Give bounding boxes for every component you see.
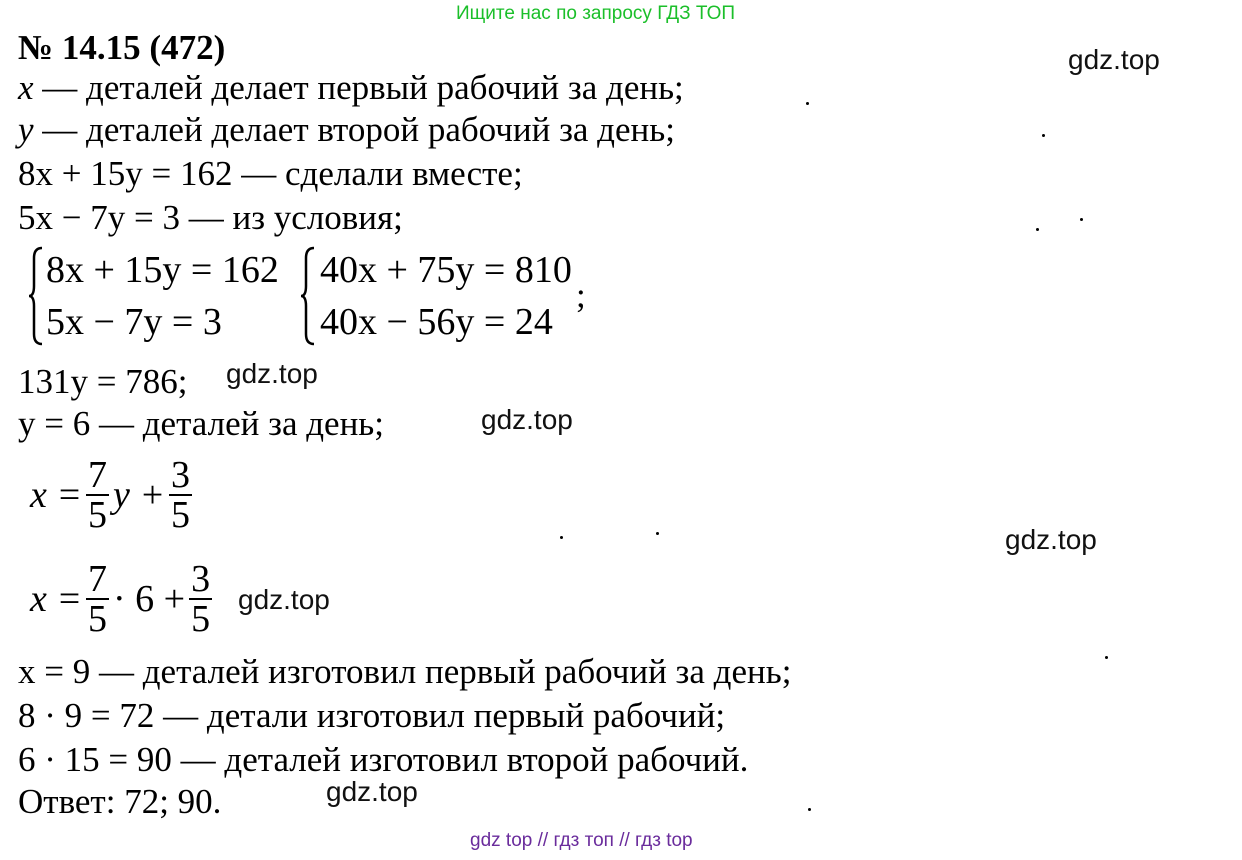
denominator: 5 (88, 598, 108, 640)
system-semicolon: ; (576, 276, 586, 315)
solution-line-3: 8x + 15y = 162 — сделали вместе; (18, 154, 523, 193)
watermark: gdz.top (481, 404, 573, 435)
solution-line-1 (18, 68, 684, 108)
scan-speck (1105, 656, 1108, 659)
scan-speck (560, 536, 563, 539)
answer-line: Ответ: 72; 90. (18, 782, 222, 821)
variable-y: y (18, 110, 34, 149)
numerator: 7 (88, 558, 108, 600)
scan-speck (1042, 134, 1045, 137)
system-1-row-2: 5x − 7y = 3 (46, 301, 222, 343)
solution-line-6: y = 6 — деталей за день; (18, 404, 384, 443)
left-brace-icon (28, 246, 44, 346)
fraction-equation-1 (30, 456, 196, 534)
solution-line-5: 131y = 786; (18, 362, 188, 401)
equation-system-2 (300, 246, 575, 346)
eq1-mid: y + (113, 474, 166, 516)
watermark: gdz.top (326, 776, 418, 807)
scan-speck (656, 532, 659, 535)
search-banner[interactable]: Ищите нас по запросу ГДЗ ТОП (456, 3, 736, 24)
scan-speck (1080, 218, 1083, 221)
watermark: gdz.top (1005, 524, 1097, 555)
fraction (169, 456, 192, 534)
problem-title: № 14.15 (472) (18, 28, 226, 67)
footer-links[interactable]: gdz top // гдз топ // гдз top (470, 830, 693, 851)
watermark: gdz.top (226, 358, 318, 389)
scan-speck (808, 808, 811, 811)
solution-line-8: 8 · 9 = 72 — детали изготовил первый рабочий; (18, 696, 726, 735)
variable-x: x (18, 68, 34, 107)
system-2-row-2: 40x − 56y = 24 (320, 301, 553, 343)
numerator: 7 (88, 454, 108, 496)
system-2-row-1: 40x + 75y = 810 (320, 249, 572, 291)
fraction (86, 560, 109, 638)
solution-line-4: 5x − 7y = 3 — из условия; (18, 198, 403, 237)
eq2-lhs: x = (30, 578, 83, 620)
fraction (86, 456, 109, 534)
left-brace-icon (300, 246, 316, 346)
denominator: 5 (88, 494, 108, 536)
line-2-text: — деталей делает второй рабочий за день; (33, 110, 675, 149)
line-1-text: — деталей делает первый рабочий за день; (33, 68, 684, 107)
watermark: gdz.top (1068, 44, 1160, 75)
fraction-equation-2 (30, 560, 216, 638)
numerator: 3 (191, 558, 211, 600)
system-1-row-1: 8x + 15y = 162 (46, 249, 279, 291)
solution-line-2 (18, 110, 675, 150)
eq1-lhs: x = (30, 474, 83, 516)
watermark: gdz.top (238, 584, 330, 615)
solution-line-9: 6 · 15 = 90 — деталей изготовил второй рабочий. (18, 740, 749, 779)
denominator: 5 (191, 598, 211, 640)
scan-speck (1036, 228, 1039, 231)
solution-line-7: x = 9 — деталей изготовил первый рабочий за день; (18, 652, 792, 691)
numerator: 3 (171, 454, 191, 496)
scan-speck (806, 102, 809, 105)
fraction (189, 560, 212, 638)
equation-system-1 (28, 246, 278, 346)
eq2-mid: · 6 + (113, 578, 186, 620)
denominator: 5 (171, 494, 191, 536)
